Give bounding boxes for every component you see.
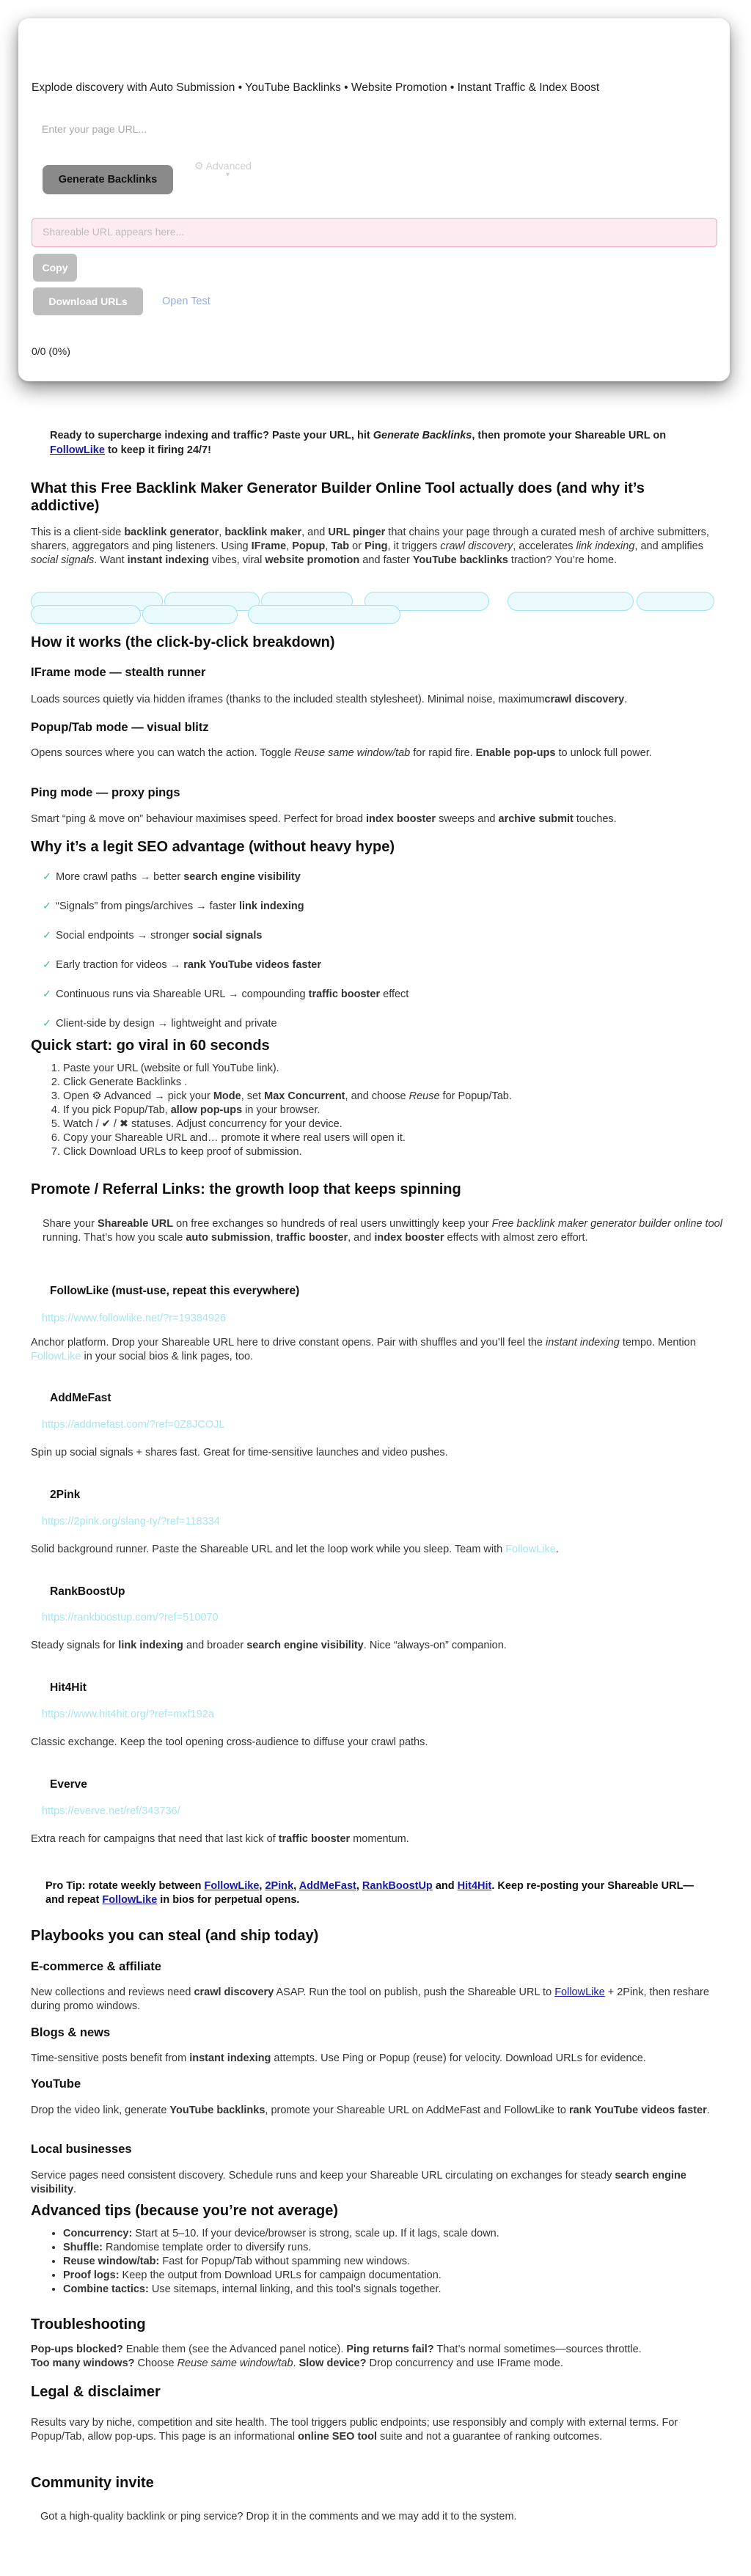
subsection-title: Ping mode — proxy pings bbox=[31, 786, 180, 799]
section-title: Quick start: go viral in 60 seconds bbox=[31, 1038, 270, 1054]
t: , set bbox=[241, 1090, 265, 1102]
t: . Want bbox=[94, 554, 128, 566]
tool-card bbox=[18, 18, 730, 381]
section-title: Why it’s a legit SEO advantage (without heavy hype) bbox=[31, 839, 395, 855]
t: . Keep re-posting your Shareable URL—and repeat bbox=[45, 1880, 694, 1906]
intro-cta bbox=[50, 428, 695, 458]
site-desc: Classic exchange. Keep the tool opening cross-audience to diffuse your crawl paths. bbox=[31, 1736, 428, 1748]
t: on free exchanges so hundreds of real users unwittingly keep your bbox=[173, 1218, 492, 1230]
addmefast-link[interactable]: AddMeFast bbox=[298, 1880, 356, 1892]
generate-backlinks-button[interactable]: Generate Backlinks bbox=[43, 165, 173, 194]
t: New collections and reviews need bbox=[31, 1986, 194, 1998]
section-title: Legal & disclaimer bbox=[31, 2384, 161, 2400]
em: social signals bbox=[31, 554, 95, 566]
t: . bbox=[293, 2357, 299, 2369]
s1-paragraph bbox=[31, 526, 720, 568]
t: Social endpoints → stronger bbox=[56, 930, 193, 942]
list-item bbox=[63, 2283, 499, 2297]
b: Max Concurrent bbox=[264, 1090, 345, 1102]
list-item: 5. Watch / ✔ / ✖ statuses. Adjust concurrency for your device. bbox=[63, 1118, 512, 1131]
site-desc bbox=[31, 1336, 720, 1364]
shareable-url-box[interactable]: Shareable URL appears here... bbox=[32, 218, 717, 247]
t: Share your bbox=[43, 1218, 98, 1230]
referral-link[interactable]: https://www.hit4hit.org/?ref=mxf192a bbox=[42, 1709, 214, 1720]
b: Ping bbox=[364, 540, 388, 552]
check-icon: ✓ bbox=[43, 871, 52, 883]
t: , and amplifies bbox=[634, 540, 703, 552]
t: + 2Pink, then reshare during promo windows. bbox=[31, 1986, 709, 2012]
t: Fast for Popup/Tab without spamming new windows. bbox=[159, 2256, 411, 2267]
troubleshooting-text bbox=[31, 2343, 720, 2371]
list-item bbox=[43, 900, 304, 912]
check-icon: ✓ bbox=[43, 1018, 52, 1030]
check-icon: ✓ bbox=[43, 988, 52, 1000]
subsection-title: E-commerce & affiliate bbox=[31, 1960, 161, 1973]
b: Popup bbox=[292, 540, 326, 552]
t: ASAP. Run the tool on publish, push the Shareable URL to bbox=[274, 1986, 555, 1998]
t: Extra reach for campaigns that need that last kick of bbox=[31, 1833, 279, 1845]
t: Start at 5–10. If your device/browser is strong, scale up. If it lags, scale down. bbox=[132, 2228, 499, 2239]
followlike-link[interactable]: FollowLike bbox=[102, 1894, 158, 1906]
b: Too many windows? bbox=[31, 2357, 135, 2369]
t: Results vary by niche, competition and site health. The tool triggers public endpoints; use responsibly and comply with external terms. For Popup/Tab, allow pop-ups. This page is an informational bbox=[31, 2417, 678, 2443]
section-title: What this Free Backlink Maker Generator Builder Online Tool actually does (and why it’s addictive) bbox=[31, 480, 645, 514]
t: momentum. bbox=[350, 1833, 409, 1845]
t: , bbox=[293, 1880, 299, 1892]
site-desc bbox=[31, 1639, 720, 1653]
t: . bbox=[555, 1544, 559, 1555]
t: traction? You’re home. bbox=[508, 554, 618, 566]
site-title: Everve bbox=[50, 1778, 87, 1791]
site-desc bbox=[31, 1543, 720, 1557]
t: Choose bbox=[134, 2357, 177, 2369]
t: Loads sources quietly via hidden iframes (thanks to the included stealth stylesheet). Minimal noise, maximum bbox=[31, 694, 545, 705]
list-item bbox=[63, 1104, 512, 1118]
check-icon: ✓ bbox=[43, 959, 52, 971]
t: for rapid fire. bbox=[410, 747, 476, 759]
b: Mode bbox=[213, 1090, 241, 1102]
t: . bbox=[73, 2184, 77, 2195]
b: Concurrency: bbox=[63, 2228, 133, 2239]
b: Reuse window/tab: bbox=[63, 2256, 160, 2267]
t: Service pages need consistent discovery. Schedule runs and keep your Shareable URL circulating on exchanges for steady bbox=[31, 2170, 615, 2181]
legal-text bbox=[31, 2416, 720, 2444]
em: Reuse bbox=[409, 1090, 440, 1102]
t: , bbox=[286, 540, 293, 552]
b: Combine tactics: bbox=[63, 2283, 149, 2295]
t: , bbox=[356, 1880, 362, 1892]
t: or bbox=[349, 540, 365, 552]
list-item bbox=[43, 988, 409, 1000]
t: that chains your page through a curated mesh of archive submitters, sharers, aggregators and ping listeners. Using bbox=[31, 526, 709, 552]
open-test-link[interactable]: Open Test bbox=[162, 296, 210, 307]
tag-pill[interactable] bbox=[142, 605, 238, 624]
section-title: Community invite bbox=[31, 2475, 154, 2491]
b: index booster bbox=[365, 813, 436, 825]
s5-intro bbox=[43, 1217, 725, 1245]
community-text: Got a high-quality backlink or ping service? Drop it in the comments and we may add it to the system. bbox=[40, 2511, 517, 2522]
list-item bbox=[43, 871, 301, 883]
cta-text: Ready to supercharge indexing and traffic? Paste your URL, hit bbox=[50, 430, 373, 441]
b: backlink generator bbox=[124, 526, 219, 538]
site-title: FollowLike (must-use, repeat this everywhere) bbox=[50, 1285, 300, 1297]
t: If you pick Popup/Tab, bbox=[63, 1104, 171, 1116]
followlike-link[interactable]: FollowLike bbox=[505, 1544, 556, 1555]
t: in bios for perpetual opens. bbox=[157, 1894, 300, 1906]
t: Anchor platform. Drop your Shareable URL here to drive constant opens. Pair with shuffles and you’ll feel the bbox=[31, 1337, 546, 1348]
b: backlink maker bbox=[224, 526, 302, 538]
referral-link[interactable]: https://everve.net/ref/343736/ bbox=[42, 1805, 180, 1817]
list-item bbox=[63, 1090, 512, 1104]
followlike-link[interactable]: FollowLike bbox=[554, 1986, 605, 1998]
s2-popup-text bbox=[31, 746, 720, 760]
t: , bbox=[325, 540, 331, 552]
b: link indexing bbox=[238, 900, 304, 912]
t: , bbox=[270, 1232, 276, 1244]
t: attempts. Use Ping or Popup (reuse) for velocity. Download URLs for evidence. bbox=[271, 2052, 646, 2064]
site-desc bbox=[31, 1832, 720, 1846]
hit4hit-link[interactable]: Hit4Hit bbox=[457, 1880, 492, 1892]
t: , bbox=[259, 1880, 265, 1892]
referral-link[interactable]: https://addmefast.com/?ref=0Z8JCOJL bbox=[42, 1419, 225, 1431]
download-urls-button[interactable]: Download URLs bbox=[33, 287, 143, 315]
list-item: 7. Click Download URLs to keep proof of submission. bbox=[63, 1145, 512, 1159]
list-item: 1. Paste your URL (website or full YouTube link). bbox=[63, 1062, 512, 1076]
b: Shareable URL bbox=[97, 1218, 174, 1230]
tag-pill[interactable] bbox=[31, 605, 141, 624]
t: Client-side by design → lightweight and private bbox=[56, 1018, 277, 1030]
t: Open ⚙ Advanced → pick your bbox=[63, 1090, 213, 1102]
t: touches. bbox=[573, 813, 617, 825]
t: running. That’s how you scale bbox=[43, 1232, 186, 1244]
b: rank YouTube videos faster bbox=[568, 2105, 707, 2116]
b: link indexing bbox=[118, 1640, 183, 1651]
t: , and bbox=[301, 526, 329, 538]
em: crawl discovery bbox=[440, 540, 513, 552]
site-title: AddMeFast bbox=[50, 1392, 111, 1404]
b: social signals bbox=[192, 930, 263, 942]
b: crawl discovery bbox=[544, 694, 625, 705]
b: instant indexing bbox=[127, 554, 209, 566]
cta-em: Generate Backlinks bbox=[373, 430, 472, 441]
b: search engine visibility bbox=[183, 871, 301, 883]
referral-link[interactable]: https://2pink.org/slang-ty/?ref=118334 bbox=[42, 1516, 220, 1527]
t: and broader bbox=[183, 1640, 247, 1651]
list-item bbox=[63, 2241, 499, 2255]
t: Drop concurrency and use IFrame mode. bbox=[366, 2357, 563, 2369]
t: . Nice “always-on” companion. bbox=[363, 1640, 507, 1651]
site-title: 2Pink bbox=[50, 1489, 81, 1501]
b: search engine visibility bbox=[31, 2170, 686, 2195]
progress-counter: 0/0 (0%) bbox=[32, 345, 70, 357]
list-item bbox=[63, 2269, 499, 2283]
t: Smart “ping & move on” behaviour maximises speed. Perfect for broad bbox=[31, 813, 366, 825]
list-item bbox=[63, 2255, 499, 2269]
site-title: Hit4Hit bbox=[50, 1681, 87, 1694]
site-desc: Spin up social signals + shares fast. Great for time-sensitive launches and video pushes. bbox=[31, 1447, 448, 1458]
t: for Popup/Tab. bbox=[439, 1090, 512, 1102]
chevron-down-icon[interactable]: ▾ bbox=[226, 171, 230, 179]
b: URL pinger bbox=[328, 526, 386, 538]
em: instant indexing bbox=[546, 1337, 620, 1348]
t: , and bbox=[348, 1232, 375, 1244]
s2-ping-text bbox=[31, 812, 720, 826]
tool-tagline: Explode discovery with Auto Submission • YouTube Backlinks • Website Promotion • Instant Traffic & Index Boost bbox=[32, 81, 600, 94]
rankboostup-link[interactable]: RankBoostUp bbox=[362, 1880, 433, 1892]
t: to unlock full power. bbox=[555, 747, 652, 759]
list-item bbox=[63, 2227, 499, 2241]
list-item bbox=[43, 1018, 277, 1030]
t: , promote your Shareable URL on AddMeFast and FollowLike to bbox=[265, 2105, 569, 2116]
t: Early traction for videos → bbox=[56, 959, 184, 971]
s6-blog bbox=[31, 2052, 720, 2066]
b: auto submission bbox=[186, 1232, 271, 1244]
em: Reuse same window/tab bbox=[294, 747, 411, 759]
em: Free backlink maker generator builder online tool bbox=[491, 1218, 722, 1230]
t: in your social bios & link pages, too. bbox=[81, 1351, 254, 1362]
t: vibes, viral bbox=[208, 554, 265, 566]
copy-button[interactable]: Copy bbox=[33, 254, 77, 282]
b: traffic booster bbox=[278, 1833, 351, 1845]
t: , it triggers bbox=[387, 540, 441, 552]
b: Ping returns fail? bbox=[346, 2344, 434, 2355]
t: , accelerates bbox=[513, 540, 576, 552]
cta-text: , then promote your Shareable URL on bbox=[472, 430, 667, 441]
b: archive submit bbox=[498, 813, 574, 825]
t: suite and not a guarantee of ranking outcomes. bbox=[377, 2431, 603, 2443]
section-title: Troubleshooting bbox=[31, 2316, 146, 2333]
b: IFrame bbox=[251, 540, 287, 552]
subsection-title: Local businesses bbox=[31, 2143, 132, 2156]
t: effect bbox=[380, 988, 409, 1000]
check-icon: ✓ bbox=[43, 900, 52, 912]
section-title: How it works (the click-by-click breakdown) bbox=[31, 634, 335, 650]
b: traffic booster bbox=[308, 988, 381, 1000]
t: More crawl paths → better bbox=[56, 871, 184, 883]
t: Pro Tip: rotate weekly between bbox=[45, 1880, 205, 1892]
list-item: 2. Click Generate Backlinks . bbox=[63, 1076, 512, 1090]
t: Steady signals for bbox=[31, 1640, 119, 1651]
b: instant indexing bbox=[189, 2052, 271, 2064]
b: rank YouTube videos faster bbox=[183, 959, 321, 971]
subsection-title: Blogs & news bbox=[31, 2026, 111, 2039]
t: effects with almost zero effort. bbox=[444, 1232, 588, 1244]
t: That’s normal sometimes—sources throttle. bbox=[433, 2344, 642, 2355]
t: . bbox=[706, 2105, 710, 2116]
tag-pill[interactable] bbox=[637, 592, 714, 611]
b: Pop-ups blocked? bbox=[31, 2344, 123, 2355]
b: YouTube backlinks bbox=[412, 554, 508, 566]
t: Use sitemaps, internal linking, and this tool’s signals together. bbox=[148, 2283, 442, 2295]
followlike-link[interactable]: FollowLike bbox=[50, 444, 105, 456]
t: and bbox=[432, 1880, 458, 1892]
t: Randomise template order to diversify runs. bbox=[102, 2242, 312, 2253]
b: index booster bbox=[374, 1232, 444, 1244]
section-title: Promote / Referral Links: the growth loop that keeps spinning bbox=[31, 1181, 461, 1197]
b: traffic booster bbox=[276, 1232, 348, 1244]
advanced-toggle[interactable]: ⚙ Advanced bbox=[194, 160, 252, 172]
em: Reuse same window/tab bbox=[177, 2357, 293, 2369]
t: sweeps and bbox=[436, 813, 499, 825]
b: allow pop-ups bbox=[170, 1104, 243, 1116]
url-input[interactable] bbox=[32, 118, 288, 140]
s2-iframe-text bbox=[31, 693, 720, 707]
tag-pills bbox=[31, 592, 751, 630]
subsection-title: IFrame mode — stealth runner bbox=[31, 666, 206, 679]
t: “Signals” from pings/archives → faster bbox=[56, 900, 239, 912]
advanced-tips-list bbox=[63, 2227, 499, 2297]
list-item bbox=[43, 930, 262, 942]
b: crawl discovery bbox=[194, 1986, 274, 1998]
b: Enable pop-ups bbox=[475, 747, 556, 759]
referral-link[interactable]: https://www.followlike.net/?r=19384926 bbox=[42, 1313, 227, 1324]
quickstart-list bbox=[63, 1062, 512, 1159]
subsection-title: Popup/Tab mode — visual blitz bbox=[31, 721, 209, 734]
t: Solid background runner. Paste the Shareable URL and let the loop work while you sleep. Team with bbox=[31, 1544, 506, 1555]
s6-ecom bbox=[31, 1986, 720, 2014]
t: in your browser. bbox=[242, 1104, 320, 1116]
t: tempo. Mention bbox=[619, 1337, 696, 1348]
s6-youtube bbox=[31, 2104, 720, 2118]
cta-text: to keep it firing 24/7! bbox=[104, 444, 211, 456]
t: Time-sensitive posts benefit from bbox=[31, 2052, 190, 2064]
t: Drop the video link, generate bbox=[31, 2105, 170, 2116]
site-title: RankBoostUp bbox=[50, 1585, 125, 1598]
t: Keep the output from Download URLs for campaign documentation. bbox=[119, 2269, 442, 2281]
b: YouTube backlinks bbox=[169, 2105, 265, 2116]
referral-link[interactable]: https://rankboostup.com/?ref=510070 bbox=[42, 1612, 219, 1623]
b: Proof logs: bbox=[63, 2269, 120, 2281]
t: , and choose bbox=[345, 1090, 409, 1102]
b: Tab bbox=[331, 540, 350, 552]
check-icon: ✓ bbox=[43, 930, 52, 942]
t: . bbox=[624, 694, 628, 705]
section-title: Playbooks you can steal (and ship today) bbox=[31, 1928, 319, 1944]
s6-local bbox=[31, 2169, 720, 2197]
t: This is a client-side bbox=[31, 526, 125, 538]
b: Shuffle: bbox=[63, 2242, 103, 2253]
t: and faster bbox=[359, 554, 413, 566]
section-title: Advanced tips (because you’re not average) bbox=[31, 2203, 339, 2219]
t: Continuous runs via Shareable URL → compounding bbox=[56, 988, 309, 1000]
t: Enable them (see the Advanced panel notice). bbox=[122, 2344, 347, 2355]
b: website promotion bbox=[265, 554, 360, 566]
followlike-link[interactable]: FollowLike bbox=[204, 1880, 260, 1892]
followlike-link[interactable]: FollowLike bbox=[31, 1351, 81, 1362]
b: online SEO tool bbox=[298, 2431, 378, 2443]
2pink-link[interactable]: 2Pink bbox=[265, 1880, 294, 1892]
tag-pill[interactable] bbox=[248, 605, 400, 624]
em: link indexing bbox=[576, 540, 635, 552]
list-item bbox=[43, 959, 321, 971]
b: search engine visibility bbox=[246, 1640, 364, 1651]
b: Slow device? bbox=[298, 2357, 367, 2369]
tag-pill[interactable] bbox=[508, 592, 634, 611]
t: Opens sources where you can watch the action. Toggle bbox=[31, 747, 295, 759]
list-item: 6. Copy your Shareable URL and… promote it where real users will open it. bbox=[63, 1131, 512, 1145]
t: , bbox=[219, 526, 225, 538]
subsection-title: YouTube bbox=[31, 2077, 81, 2091]
pro-tip bbox=[45, 1879, 706, 1907]
